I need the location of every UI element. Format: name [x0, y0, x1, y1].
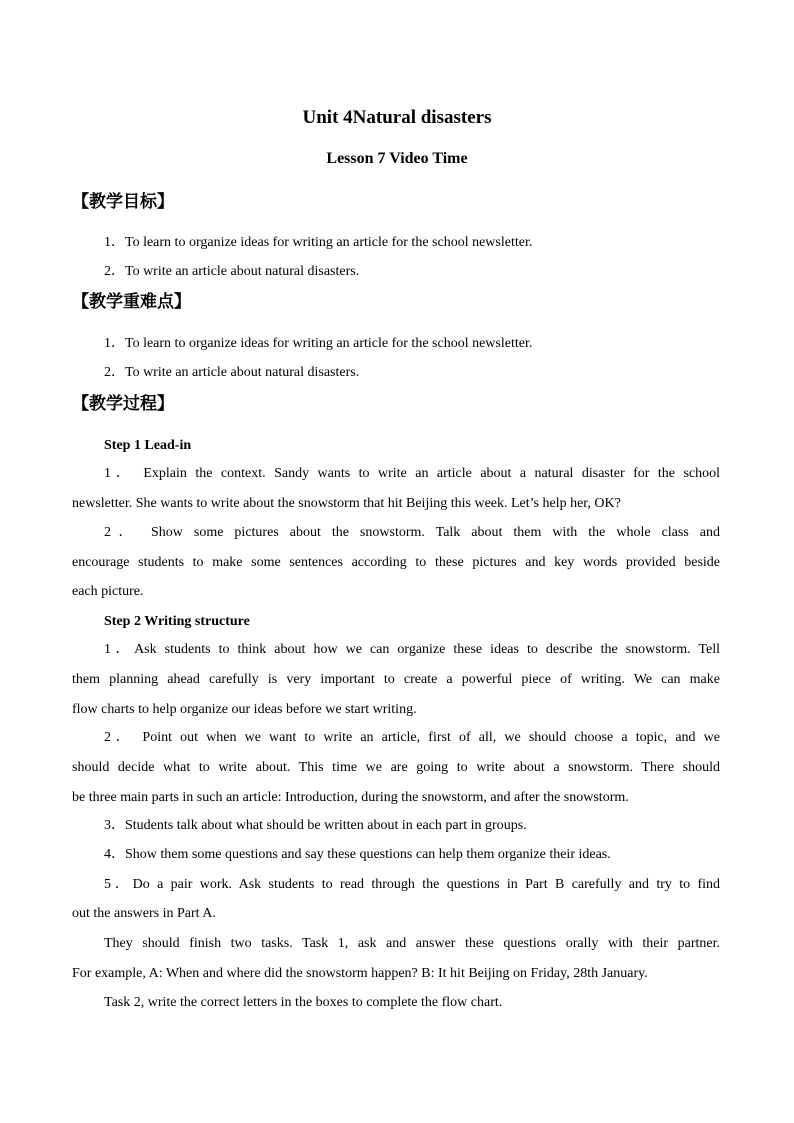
objectives-heading: 【教学目标】: [72, 192, 174, 212]
step1-title: Step 1 Lead-in: [104, 438, 192, 453]
unit-title: Unit 4Natural disasters: [302, 107, 492, 128]
paragraph-line: them planning ahead carefully is very important to create a powerful piece of writing. We can make: [72, 672, 720, 687]
paragraph-line: For example, A: When and where did the snowstorm happen? B: It hit Beijing on Friday, 28th January.: [72, 966, 648, 981]
paragraph-line: 1． Explain the context. Sandy wants to write an article about a natural disaster for the school: [104, 466, 720, 481]
paragraph-line: 2． Show some pictures about the snowstorm. Talk about them with the whole class and: [104, 525, 720, 540]
process-heading: 【教学过程】: [72, 394, 174, 414]
paragraph-line: each picture.: [72, 584, 144, 599]
paragraph-line: Task 2, write the correct letters in the boxes to complete the flow chart.: [104, 995, 503, 1010]
paragraph-line: flow charts to help organize our ideas before we start writing.: [72, 702, 417, 717]
key-point-item: 2．To write an article about natural disasters.: [104, 365, 360, 380]
step2-title: Step 2 Writing structure: [104, 614, 250, 629]
objective-item: 1．To learn to organize ideas for writing an article for the school newsletter.: [104, 235, 533, 250]
paragraph-line: out the answers in Part A.: [72, 906, 216, 921]
paragraph-line: They should finish two tasks. Task 1, ask and answer these questions orally with their partner.: [104, 936, 720, 951]
paragraph-line: be three main parts in such an article: Introduction, during the snowstorm, and after the snowstorm.: [72, 790, 629, 805]
paragraph-line: 5．Do a pair work. Ask students to read through the questions in Part B carefully and try to find: [104, 877, 720, 892]
paragraph-line: encourage students to make some sentences according to these pictures and key words provided beside: [72, 555, 720, 570]
paragraph-line: 1．Ask students to think about how we can organize these ideas to describe the snowstorm. Tell: [104, 642, 720, 657]
paragraph-line: 3．Students talk about what should be written about in each part in groups.: [104, 818, 527, 833]
paragraph-line: 2． Point out when we want to write an article, first of all, we should choose a topic, and we: [104, 730, 720, 745]
key-points-heading: 【教学重难点】: [72, 292, 191, 312]
paragraph-line: 4．Show them some questions and say these questions can help them organize their ideas.: [104, 847, 611, 862]
paragraph-line: should decide what to write about. This time we are going to write about a snowstorm. There should: [72, 760, 720, 775]
key-point-item: 1．To learn to organize ideas for writing an article for the school newsletter.: [104, 336, 533, 351]
objective-item: 2．To write an article about natural disasters.: [104, 264, 360, 279]
lesson-title: Lesson 7 Video Time: [326, 150, 468, 167]
paragraph-line: newsletter. She wants to write about the snowstorm that hit Beijing this week. Let’s help her, OK?: [72, 496, 621, 511]
